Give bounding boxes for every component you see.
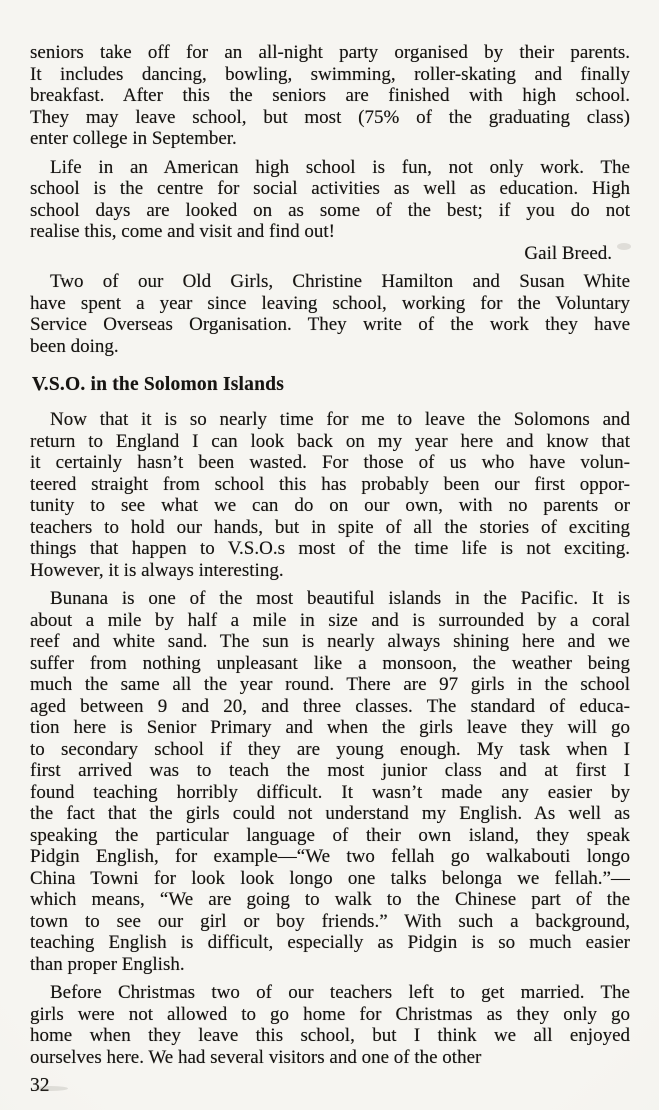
text-line: aged between 9 and 20, and three classes. The standard of educa- bbox=[30, 695, 630, 717]
section-heading: V.S.O. in the Solomon Islands bbox=[32, 374, 284, 395]
text-line: tunity to see what we can do on our own, with no parents or bbox=[30, 495, 630, 516]
text-line: tion here is Senior Primary and when the girls leave they will go bbox=[30, 717, 630, 738]
text-line: have spent a year since leaving school, working for the Voluntary bbox=[30, 292, 630, 314]
text-line: about a mile by half a mile in size and is surrounded by a coral bbox=[30, 609, 630, 631]
text-line: Now that it is so nearly time for me to leave the Solomons and bbox=[50, 409, 630, 430]
text-line: to secondary school if they are young enough. My task when I bbox=[30, 738, 630, 760]
paragraph-with-signature bbox=[30, 157, 630, 265]
text-line: Bunana is one of the most beautiful islands in the Pacific. It is bbox=[50, 588, 630, 609]
text-line: China Towni for look look longo one talks belonga we fellah.”— bbox=[30, 867, 630, 889]
paragraph-continuation bbox=[30, 42, 630, 150]
paragraph bbox=[30, 409, 630, 581]
page-body bbox=[30, 42, 630, 1097]
text-line: return to England I can look back on my year here and know that bbox=[30, 430, 630, 452]
paragraph bbox=[30, 982, 630, 1068]
text-line: town to see our girl or boy friends.” With such a background, bbox=[30, 910, 630, 932]
text-line: much the same all the year round. There are 97 girls in the school bbox=[30, 674, 630, 695]
text-line: teered straight from school this has probably been our first oppor- bbox=[30, 473, 630, 495]
text-line: Before Christmas two of our teachers left to get married. The bbox=[50, 982, 630, 1003]
scan-artifact bbox=[617, 243, 631, 250]
text-line: reef and white sand. The sun is nearly always shining here and we bbox=[30, 631, 630, 652]
text-line: school is the centre for social activities as well as education. High bbox=[30, 178, 630, 199]
text-line: speaking the particular language of their own island, they speak bbox=[30, 824, 630, 846]
text-line: school days are looked on as some of the best; if you do not bbox=[30, 199, 630, 221]
text-line: home when they leave this school, but I think we all enjoyed bbox=[30, 1025, 630, 1046]
text-line: things that happen to V.S.O.s most of the time life is not exciting. bbox=[30, 538, 630, 559]
text-line: it certainly hasn’t been wasted. For those of us who have volun- bbox=[30, 452, 630, 473]
text-line: first arrived was to teach the most junior class and at first I bbox=[30, 760, 630, 781]
scan-artifact bbox=[34, 1086, 68, 1091]
text-line: seniors take off for an all-night party organised by their parents. bbox=[30, 42, 630, 63]
text-line: than proper English. bbox=[30, 953, 185, 975]
page-number: 32 bbox=[30, 1075, 50, 1096]
text-line: teaching English is difficult, especially as Pidgin is so much easier bbox=[30, 932, 630, 953]
text-line: suffer from nothing unpleasant like a monsoon, the weather being bbox=[30, 652, 630, 674]
text-line: enter college in September. bbox=[30, 128, 237, 149]
text-line: Life in an American high school is fun, not only work. The bbox=[50, 156, 630, 178]
text-line: been doing. bbox=[30, 335, 119, 357]
paragraph bbox=[30, 271, 630, 357]
text-line: realise this, come and visit and find out! bbox=[30, 221, 335, 242]
text-line: which means, “We are going to walk to the Chinese part of the bbox=[30, 889, 630, 910]
author-signature: Gail Breed. bbox=[524, 242, 612, 264]
text-line: It includes dancing, bowling, swimming, roller-skating and finally bbox=[30, 63, 630, 85]
text-line: ourselves here. We had several visitors and one of the other bbox=[30, 1046, 482, 1068]
text-line: However, it is always interesting. bbox=[30, 559, 284, 581]
text-line: They may leave school, but most (75% of the graduating class) bbox=[30, 106, 630, 128]
text-line: breakfast. After this the seniors are finished with high school. bbox=[30, 85, 630, 106]
paragraph bbox=[30, 157, 630, 243]
text-line: girls were not allowed to go home for Christmas as they only go bbox=[30, 1003, 630, 1025]
text-line: the fact that the girls could not understand my English. As well as bbox=[30, 803, 630, 824]
text-line: Service Overseas Organisation. They write of the work they have bbox=[30, 314, 630, 335]
text-line: found teaching horribly difficult. It wasn’t made any easier by bbox=[30, 781, 630, 803]
text-line: teachers to hold our hands, but in spite of all the stories of exciting bbox=[30, 516, 630, 538]
text-line: Two of our Old Girls, Christine Hamilton and Susan White bbox=[50, 271, 630, 292]
text-line: Pidgin English, for example—“We two fellah go walkabouti longo bbox=[30, 846, 630, 867]
paragraph bbox=[30, 588, 630, 975]
